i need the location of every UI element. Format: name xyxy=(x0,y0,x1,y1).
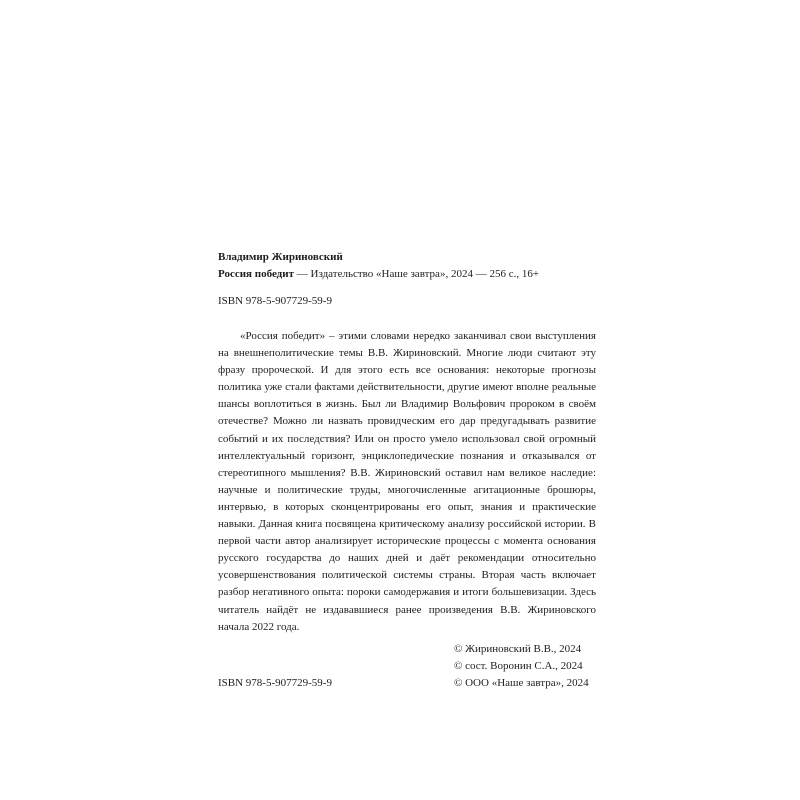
annotation-text: «Россия победит» – этими словами нередко заканчивал свои выступления на внешнеполитические темы В.В. Жириновский. Многие люди считают эту фразу пророческой. И для этого есть все основания: некоторые прогнозы политика уже стали фактами действительности, другие имеют вполне реальные шансы воплотиться в жизнь. Был ли Владимир Вольфович пророком в своём отечестве? Можно ли назвать провидческим его дар предугадывать развитие событий и их последствия? Или он просто умело использовал свой огромный интеллектуальный горизонт, энциклопедические познания и отказывался от стереотипного мышления? В.В. Жириновский оставил нам великое наследие: научные и политические труды, многочисленные агитационные брошюры, интервью, в которых сконцентрированы его опыт, знания и практические навыки. Данная книга посвящена критическому анализу российской истории. В первой части автор анализирует исторические процессы с момента основания русского государства до наших дней и даёт рекомендации относительно усовершенствования политической системы страны. Вторая часть включает разбор негативного опыта: пороки самодержавия и итоги большевизации. Здесь читатель найдёт не издававшиеся ранее произведения В.В. Жириновского начала 2022 года. xyxy=(218,330,596,633)
isbn-top: ISBN 978-5-907729-59-9 xyxy=(218,295,332,307)
copyright-block xyxy=(454,641,589,692)
title-line xyxy=(218,266,598,283)
author-name: Владимир Жириновский xyxy=(218,251,343,263)
copyright-compiler: © сост. Воронин С.А., 2024 xyxy=(454,660,583,672)
bibliographic-record xyxy=(218,249,598,283)
isbn-bottom: ISBN 978-5-907729-59-9 xyxy=(218,677,332,689)
copyright-author: © Жириновский В.В., 2024 xyxy=(454,643,582,655)
copyright-publisher: © ООО «Наше завтра», 2024 xyxy=(454,677,589,689)
book-title: Россия победит xyxy=(218,268,294,280)
publication-details: — Издательство «Наше завтра», 2024 — 256 с., 16+ xyxy=(294,268,540,280)
